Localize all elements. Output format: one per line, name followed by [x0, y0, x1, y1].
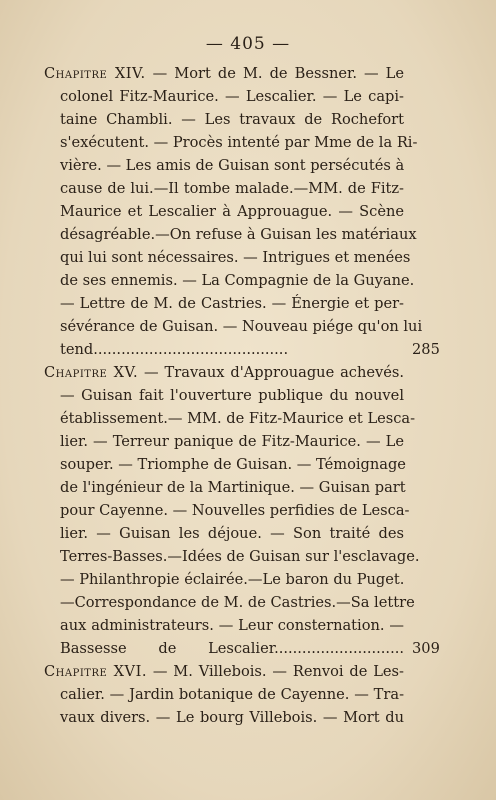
chapter-label: Chapitre XVI.	[44, 663, 147, 680]
page-reference: 309	[412, 640, 440, 657]
toc-line: calier. — Jardin botanique de Cayenne. — Tra-	[60, 686, 404, 703]
toc-line: de ses ennemis. — La Compagnie de la Guyane.	[60, 272, 415, 289]
page-reference: 285	[412, 341, 440, 358]
toc-line: taine Chambli. — Les travaux de Rochefort	[60, 111, 404, 128]
toc-line: — Guisan fait l'ouverture publique du nouvel	[60, 387, 404, 404]
toc-line: de l'ingénieur de la Martinique. — Guisan part	[60, 479, 406, 496]
toc-line: aux administrateurs. — Leur consternation. —	[60, 617, 404, 634]
toc-line: Chapitre XVI. — M. Villebois. — Renvoi de Les-	[44, 663, 404, 680]
toc-line: cause de lui.—Il tombe malade.—MM. de Fitz-	[60, 180, 404, 197]
toc-line: lier. — Guisan les déjoue. — Son traité des	[60, 525, 404, 542]
toc-line: lier. — Terreur panique de Fitz-Maurice. — Le	[60, 433, 404, 450]
chapter-label: Chapitre XV.	[44, 364, 139, 381]
toc-line: Terres-Basses.—Idées de Guisan sur l'esclavage.	[60, 548, 420, 565]
toc-line: vaux divers. — Le bourg Villebois. — Mort du	[60, 709, 404, 726]
page-number: — 405 —	[205, 34, 291, 54]
toc-line: — Lettre de M. de Castries. — Énergie et per-	[60, 295, 404, 312]
toc-line: Maurice et Lescalier à Approuague. — Scène	[60, 203, 404, 220]
toc-line: Chapitre XIV. — Mort de M. de Bessner. — Le	[44, 65, 404, 82]
toc-line: pour Cayenne. — Nouvelles perfidies de Lesca-	[60, 502, 410, 519]
toc-line: s'exécutent. — Procès intenté par Mme de la Ri-	[60, 134, 418, 151]
toc-line-leader: tend..........................................	[60, 341, 289, 358]
toc-line: souper. — Triomphe de Guisan. — Témoignage	[60, 456, 406, 473]
toc-line: vière. — Les amis de Guisan sont persécutés à	[60, 157, 405, 174]
toc-line: —Correspondance de M. de Castries.—Sa lettre	[60, 594, 415, 611]
toc-line: Chapitre XV. — Travaux d'Approuague achevés.	[44, 364, 404, 381]
toc-line: établissement.— MM. de Fitz-Maurice et Lesca-	[60, 410, 416, 427]
toc-line-leader: Bassesse de Lescalier............................	[60, 640, 404, 657]
toc-line: désagréable.—On refuse à Guisan les matériaux	[60, 226, 417, 243]
toc-line: sévérance de Guisan. — Nouveau piége qu'on lui	[60, 318, 423, 335]
toc-line: — Philanthropie éclairée.—Le baron du Puget.	[60, 571, 405, 588]
toc-line: qui lui sont nécessaires. — Intrigues et menées	[60, 249, 411, 266]
chapter-label: Chapitre XIV.	[44, 65, 146, 82]
toc-line: colonel Fitz-Maurice. — Lescalier. — Le capi-	[60, 88, 404, 105]
